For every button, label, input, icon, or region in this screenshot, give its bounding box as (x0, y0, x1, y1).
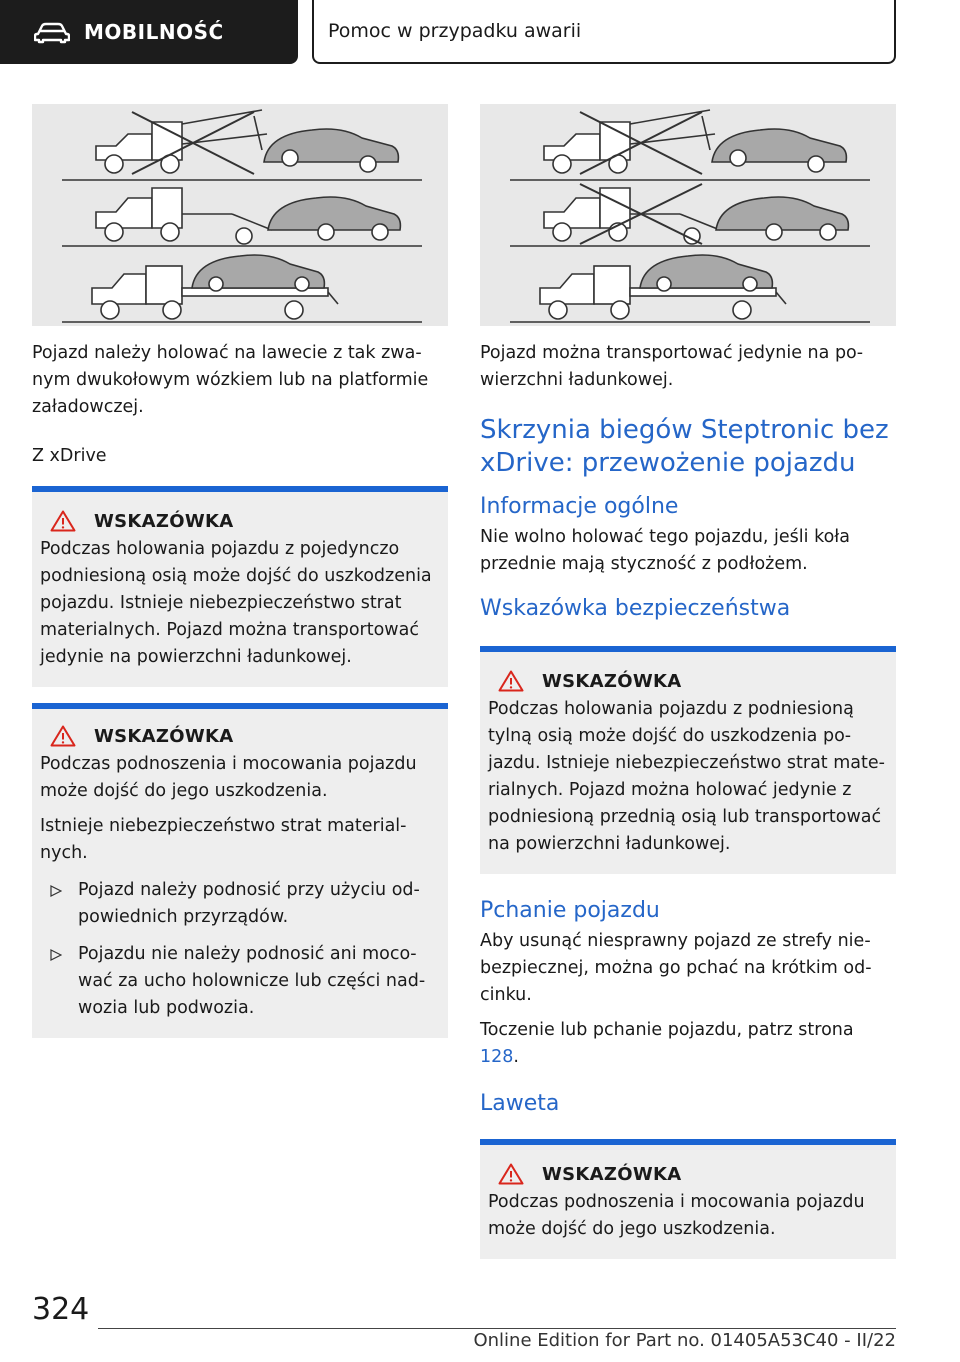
notice-text: Podczas podnoszenia i mocowania pojazdu może dojść do jego uszkodzenia. (488, 1192, 865, 1239)
warning-notice (32, 486, 448, 687)
warning-triangle-icon (498, 670, 524, 692)
notice-label: WSKAZÓWKA (542, 1163, 682, 1185)
notice-text: Istnieje niebezpieczeństwo strat materialnych. (40, 816, 407, 863)
page-number: 324 (32, 1292, 90, 1327)
transport-methods-figure (480, 104, 896, 326)
left-column (32, 340, 448, 1038)
towing-illustration-left (32, 104, 448, 326)
warning-notice (480, 1139, 896, 1259)
notice-text: Podczas holowania pojazdu z pojedynczo podniesioną osią może dojść do uszkodzenia pojazdu. Istnieje niebezpieczeństwo strat materialnych. Pojazd można transportować jedynie na powierzchni ładunkowej. (40, 539, 432, 667)
notice-label: WSKAZÓWKA (94, 510, 234, 532)
warning-triangle-icon (50, 725, 76, 747)
figure-caption-right: Pojazd można transportować jedynie na powierzchni ładunkowej. (480, 343, 864, 390)
figure-caption-left: Pojazd należy holować na lawecie z tak zwanym dwukołowym wózkiem lub na platformie załadowczej. (32, 343, 429, 417)
bullet-triangle-icon (50, 885, 62, 897)
car-icon (34, 20, 70, 44)
subsection-heading: Wskazówka bezpieczeństwa (480, 596, 791, 621)
list-item-text: Pojazd należy podnosić przy użyciu odpowiednich przyrządów. (78, 880, 420, 927)
push-text: Aby usunąć niesprawny pojazd ze strefy niebezpiecznej, można go pchać na krótkim odcinku. (480, 931, 872, 1005)
warning-notice (480, 646, 896, 874)
subsection-heading: Laweta (480, 1091, 560, 1116)
chapter-title-text: Pomoc w przypadku awarii (328, 20, 582, 42)
list-item-text: Pojazdu nie należy podnosić ani mocować za ucho holownicze lub części nadwozia lub podwozia. (78, 944, 426, 1018)
towing-methods-figure (32, 104, 448, 326)
section-heading: Skrzynia biegów Steptronic bez xDrive: przewożenie pojazdu (480, 415, 889, 478)
section-label: MOBILNOŚĆ (84, 20, 224, 44)
edition-footer: Online Edition for Part no. 01405A53C40 - II/22 (473, 1330, 896, 1351)
right-column (480, 340, 896, 1259)
push-reference (480, 1017, 896, 1071)
section-tab[interactable] (0, 0, 298, 64)
notice-text: Podczas holowania pojazdu z podniesioną tylną osią może dojść do uszkodzenia pojazdu. Istnieje niebezpieczeństwo strat materialnych. Pojazd można holować jedynie z podniesioną przednią osią lub transportować na powierzchni ładunkowej. (488, 699, 885, 854)
list-item (40, 877, 440, 931)
list-item (40, 941, 440, 1022)
page-reference-link[interactable]: 128 (480, 1047, 514, 1067)
push-reference-end: . (513, 1047, 519, 1067)
towing-illustration-right (480, 104, 896, 326)
notice-label: WSKAZÓWKA (542, 670, 682, 692)
footer-divider (98, 1328, 896, 1329)
warning-triangle-icon (50, 510, 76, 532)
notice-label: WSKAZÓWKA (94, 725, 234, 747)
push-reference-text: Toczenie lub pchanie pojazdu, patrz strona (480, 1020, 854, 1040)
warning-triangle-icon (498, 1163, 524, 1185)
subsection-heading: Pchanie pojazdu (480, 898, 660, 923)
notice-text: Podczas podnoszenia i mocowania pojazdu może dojść do jego uszkodzenia. (40, 754, 417, 801)
warning-notice (32, 703, 448, 1038)
subsection-heading: Informacje ogólne (480, 494, 679, 519)
bullet-triangle-icon (50, 949, 62, 961)
chapter-title (312, 0, 896, 64)
general-info-text: Nie wolno holować tego pojazdu, jeśli koła przednie mają styczność z podłożem. (480, 527, 850, 574)
xdrive-label: Z xDrive (32, 446, 107, 466)
